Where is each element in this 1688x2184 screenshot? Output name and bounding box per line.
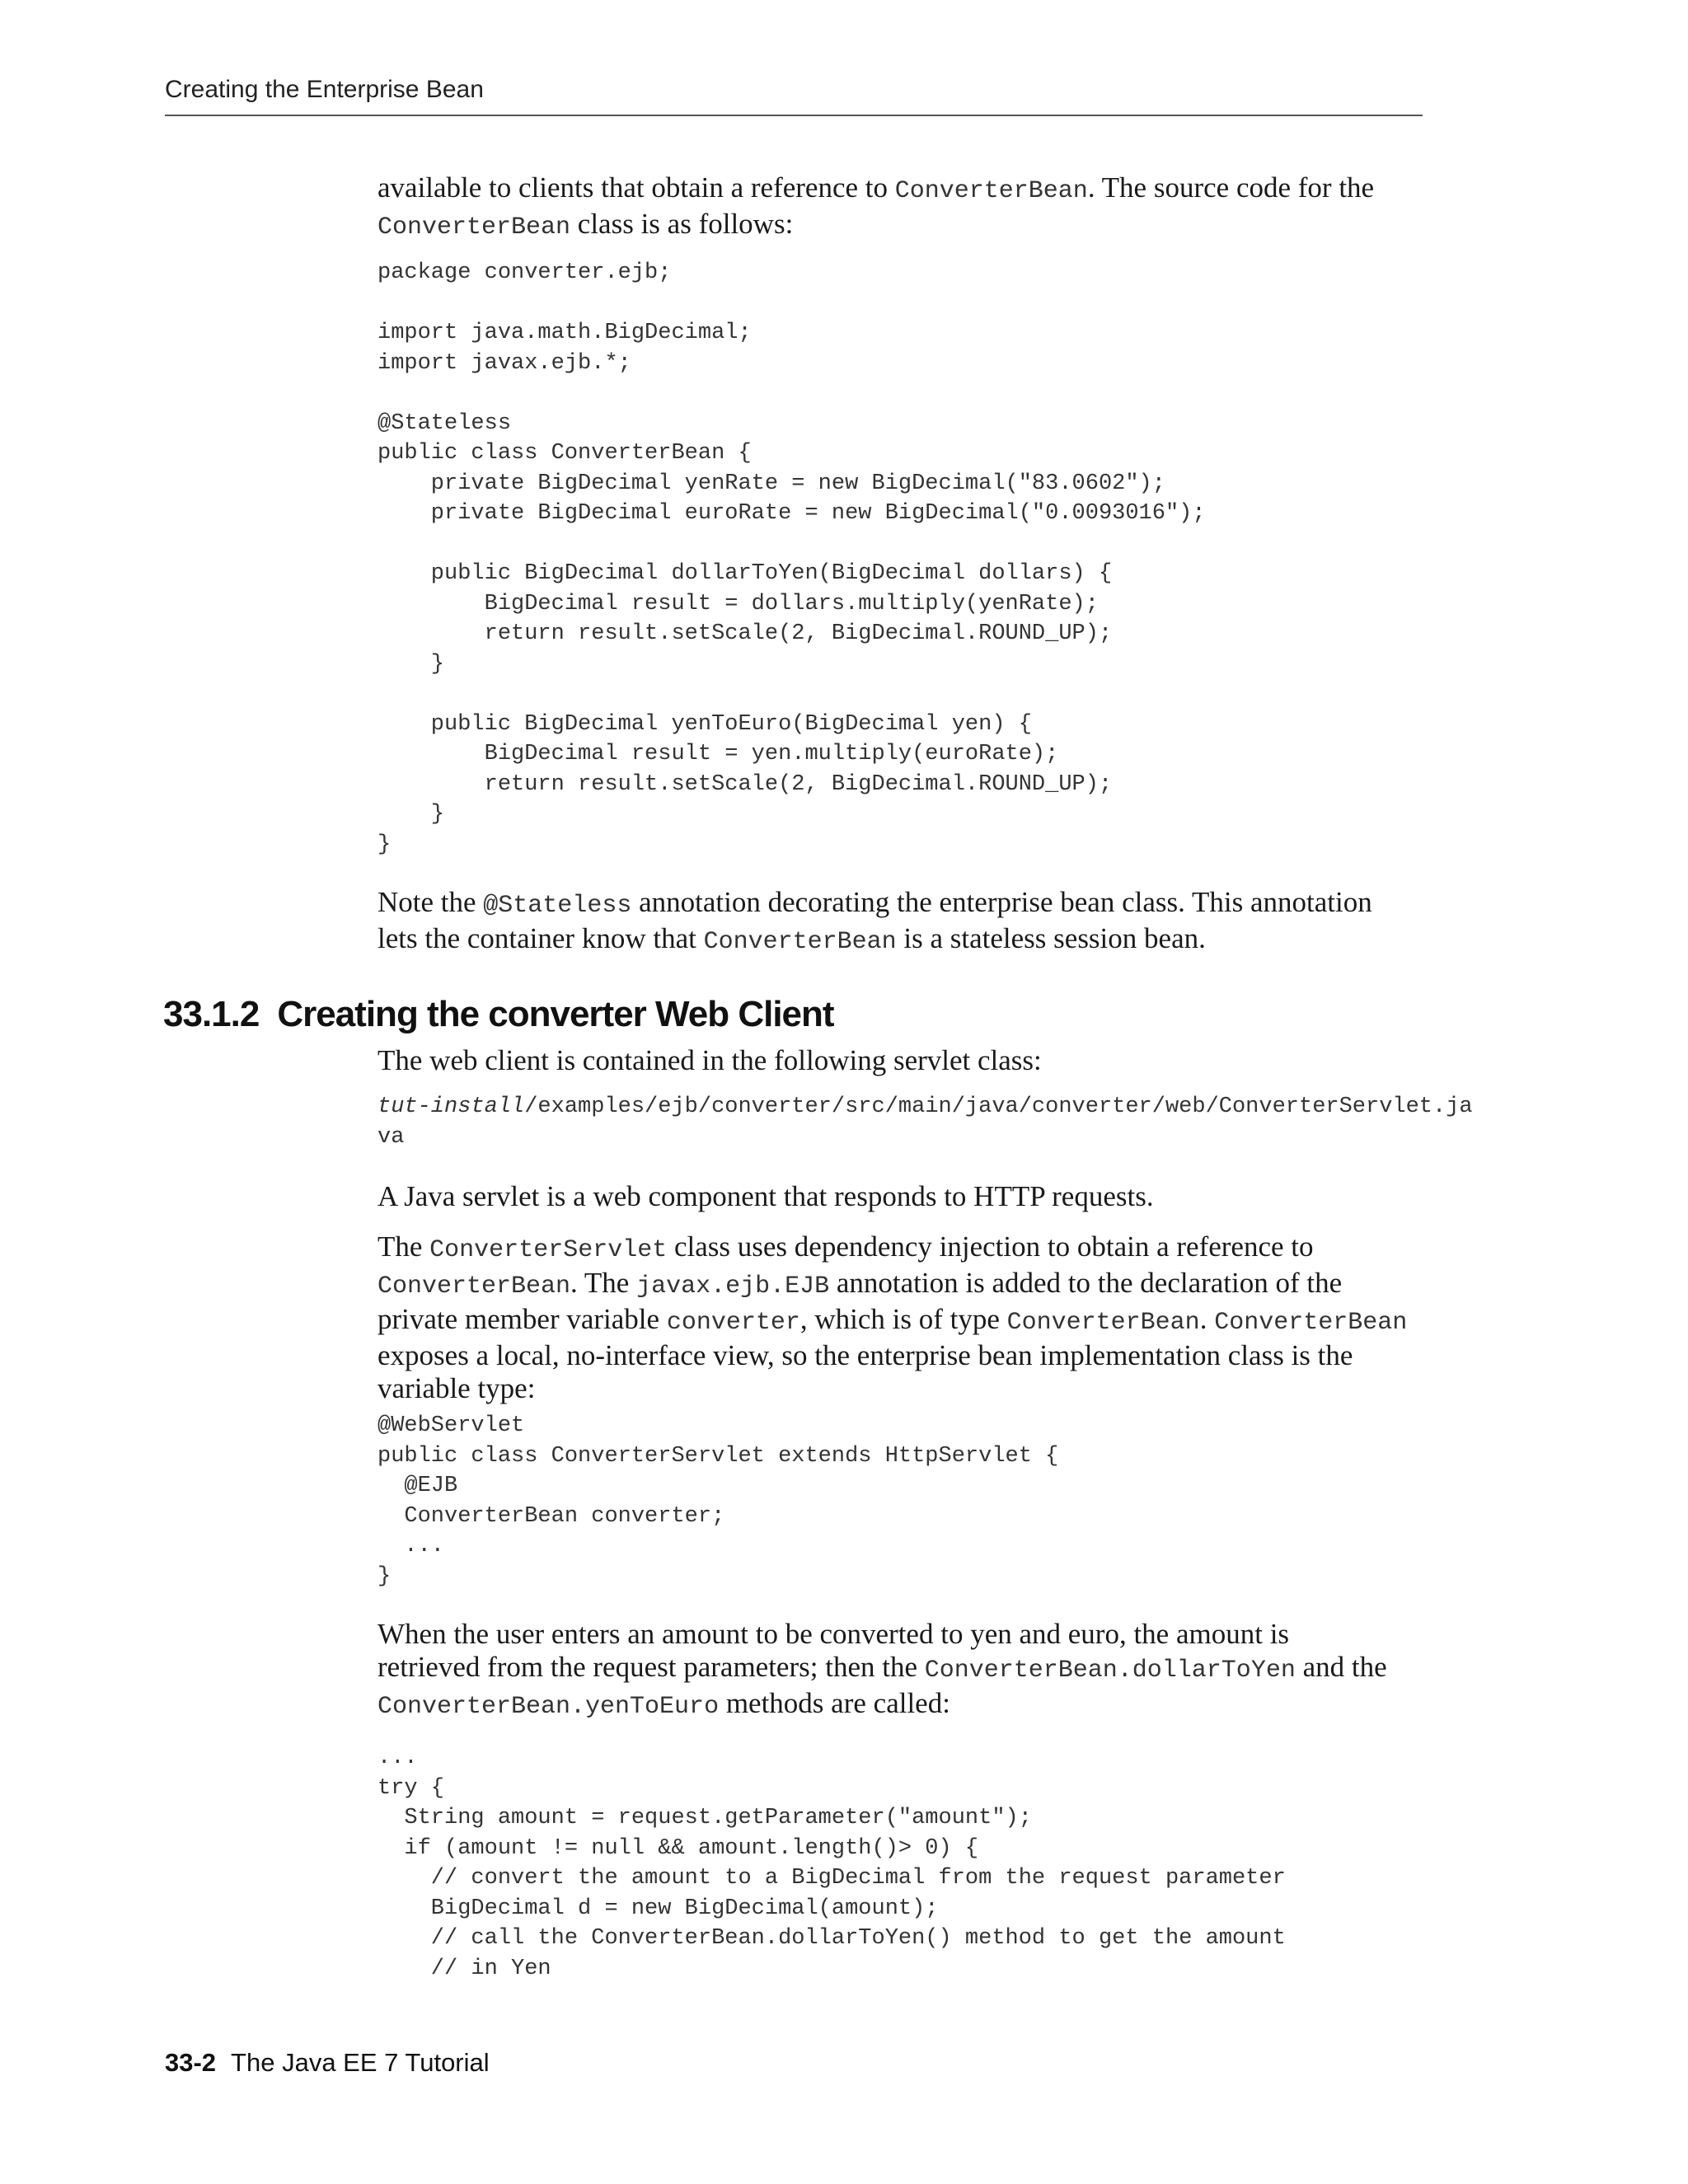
code-line: }	[377, 832, 392, 857]
code-line: BigDecimal result = dollars.multiply(yenRate);	[377, 591, 1099, 616]
code-line: private BigDecimal euroRate = new BigDecimal("0.0093016");	[377, 501, 1206, 526]
code-line: // in Yen	[377, 1956, 551, 1981]
code-line: import javax.ejb.*;	[377, 350, 631, 376]
code-line: BigDecimal result = yen.multiply(euroRate);	[377, 742, 1059, 766]
code-line: String amount = request.getParameter("amount");	[377, 1806, 1032, 1830]
code-line	[377, 679, 1206, 710]
inline-code: @Stateless	[483, 892, 632, 920]
code-line: ...	[377, 1746, 418, 1770]
code-line: private BigDecimal yenRate = new BigDecimal("83.0602");	[377, 471, 1165, 496]
intro-paragraph: available to clients that obtain a reference to ConverterBean. The source code for the ConverterBean class is as follows:	[377, 171, 1375, 241]
code-line: package converter.ejb;	[377, 260, 672, 285]
code-line: // convert the amount to a BigDecimal from the request parameter	[377, 1866, 1286, 1891]
code-line: return result.setScale(2, BigDecimal.ROUND_UP);	[377, 771, 1113, 797]
code-line: public class ConverterBean {	[377, 441, 752, 466]
running-header: Creating the Enterprise Bean	[165, 76, 484, 103]
servlet-path	[377, 1092, 1473, 1152]
code-line: }	[377, 651, 445, 677]
code-line: // call the ConverterBean.dollarToYen() method to get the amount	[377, 1926, 1286, 1951]
page-number: 33-2	[165, 2048, 217, 2077]
inline-code: ConverterBean	[377, 213, 571, 241]
inline-code: ConverterBean	[377, 1272, 571, 1301]
code-line: import java.math.BigDecimal;	[377, 321, 752, 345]
code-line: ...	[377, 1534, 445, 1558]
code-line: @Stateless	[377, 410, 512, 436]
servlet-definition-paragraph: A Java servlet is a web component that responds to HTTP requests.	[377, 1180, 1154, 1212]
code-line	[377, 378, 1206, 409]
inline-code: javax.ejb.EJB	[636, 1272, 830, 1301]
section-number: 33.1.2	[163, 994, 260, 1034]
code-line: @EJB	[377, 1474, 458, 1498]
code-line: @WebServlet	[377, 1413, 525, 1438]
inline-code: ConverterBean	[703, 928, 897, 956]
code-line: public class ConverterServlet extends HttpServlet {	[377, 1443, 1059, 1469]
inline-code: ConverterBean.dollarToYen	[924, 1657, 1296, 1685]
inline-code: ConverterBean.yenToEuro	[377, 1693, 720, 1721]
code-line: }	[377, 1563, 392, 1589]
path-line: tut-install/examples/ejb/converter/src/main/java/converter/web/ConverterServlet.ja	[377, 1094, 1473, 1119]
stateless-note-paragraph: Note the @Stateless annotation decorating the enterprise bean class. This annotation lets the container know that ConverterBean is a stateless session bean.	[377, 886, 1372, 956]
section-title: Creating the converter Web Client	[277, 994, 834, 1034]
code-line	[377, 288, 1206, 319]
code-line: public BigDecimal yenToEuro(BigDecimal yen) {	[377, 711, 1032, 737]
code-line: }	[377, 802, 445, 827]
code-line: try {	[377, 1775, 445, 1801]
page-footer	[165, 2048, 490, 2078]
header-divider	[165, 115, 1423, 116]
inline-code: ConverterBean	[1006, 1309, 1200, 1337]
code-line: if (amount != null && amount.length()> 0) {	[377, 1835, 979, 1861]
path-line: va	[377, 1124, 405, 1150]
inline-code: ConverterBean	[1214, 1309, 1408, 1337]
converter-servlet-code	[377, 1411, 1058, 1591]
code-line	[377, 529, 1206, 560]
web-client-intro: The web client is contained in the following servlet class:	[377, 1044, 1042, 1076]
dependency-injection-paragraph: The ConverterServlet class uses dependency injection to obtain a reference to ConverterBean. The javax.ejb.EJB annotation is added to the declaration of the private member variable converter, which is of type ConverterBean. ConverterBean exposes a local, no-interface view, so the enterprise bean implementation class is the variable type:	[377, 1230, 1408, 1404]
path-variable: tut-install	[377, 1094, 525, 1119]
converter-bean-code	[377, 258, 1206, 860]
section-heading	[163, 994, 834, 1035]
conversion-paragraph: When the user enters an amount to be converted to yen and euro, the amount is retrieved from the request parameters; then the ConverterBean.dollarToYen and the ConverterBean.yenToEuro methods are called:	[377, 1618, 1387, 1721]
code-line: return result.setScale(2, BigDecimal.ROUND_UP);	[377, 621, 1113, 646]
inline-code: ConverterBean	[894, 177, 1088, 205]
code-line: public BigDecimal dollarToYen(BigDecimal dollars) {	[377, 561, 1113, 586]
code-line: ConverterBean converter;	[377, 1503, 725, 1529]
book-title: The Java EE 7 Tutorial	[231, 2048, 490, 2077]
inline-code: ConverterServlet	[429, 1236, 668, 1264]
inline-code: converter	[666, 1309, 800, 1337]
code-line: BigDecimal d = new BigDecimal(amount);	[377, 1896, 939, 1921]
conversion-code	[377, 1743, 1286, 1984]
